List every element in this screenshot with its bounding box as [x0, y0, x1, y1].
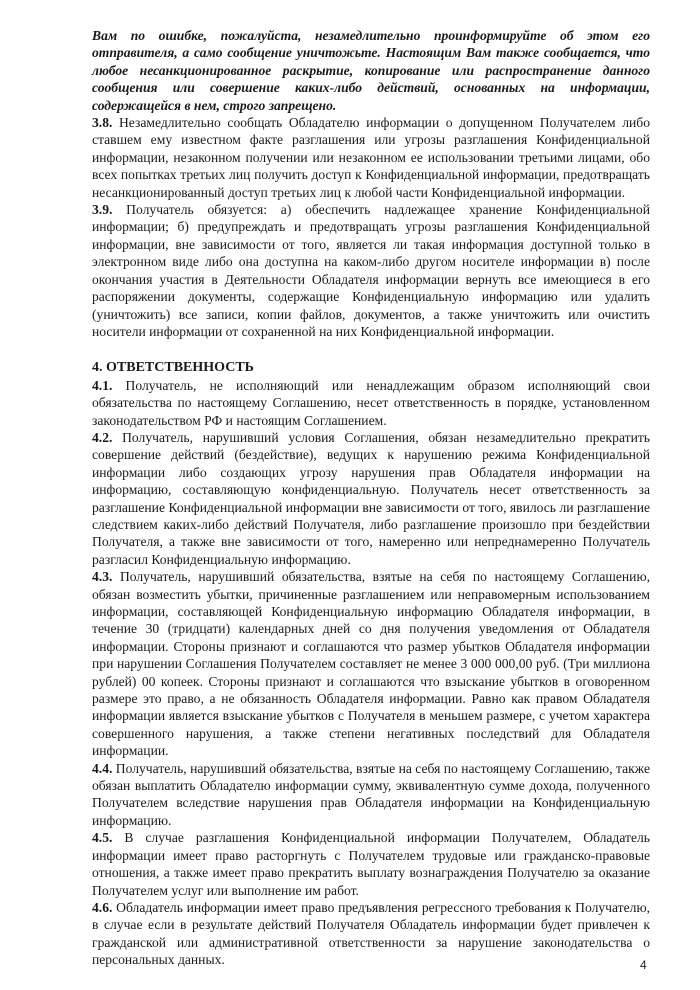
document-page — [92, 27, 650, 969]
clause-4-5 — [92, 829, 650, 899]
page-number: 4 — [640, 958, 647, 972]
clause-number: 4.3. — [92, 569, 113, 585]
clause-4-3 — [92, 568, 650, 759]
clause-4-4 — [92, 760, 650, 830]
clause-number: 3.8. — [92, 115, 113, 131]
clause-number: 3.9. — [92, 202, 113, 218]
clause-3-9 — [92, 201, 650, 340]
clause-4-1 — [92, 377, 650, 429]
clause-text: Получатель, не исполняющий или ненадлежащим образом исполняющий свои обязательства по настоящему Соглашению, несет ответственность в порядке, установленном законодательством РФ и настоящим Соглашением. — [92, 377, 650, 428]
clause-number: 4.6. — [92, 899, 113, 915]
section-heading-responsibility: 4. ОТВЕТСТВЕННОСТЬ — [92, 360, 254, 376]
clause-text: Получатель обязуется: а) обеспечить надлежащее хранение Конфиденциальной информации; б) предупреждать и предотвращать угрозы разглашения Конфиденциальной информации, вне зависимости от того, является ли такая информация доступной только в электронном виде либо она доступна на каком-либо другом носителе информации в) после окончания участия в Деятельности Обладателя информации вернуть все имеющиеся в его распоряжении документы, содержащие Конфиденциальную информацию или удалить (уничтожить) все записи, копии файлов, документов, а также уничтожить или очистить носители информации от сохраненной на них Конфиденциальной информации. — [92, 202, 650, 339]
clause-text: Обладатель информации имеет право предъявления регрессного требования к Получателю, в случае если в результате действий Получателя Обладатель информации будет привлечен к гражданской или административной ответственности за нарушение законодательства о персональных данных. — [92, 899, 650, 968]
clause-number: 4.4. — [92, 760, 113, 776]
clause-text: Получатель, нарушивший условия Соглашения, обязан незамедлительно прекратить совершение действий (бездействие), ведущих к нарушению режима Конфиденциальной информации либо создающих угрозу нарушения прав Обладателя информации на информацию, составляющую конфиденциальную. Получатель несет ответственность за разглашение Конфиденциальной информации вне зависимости от того, явилось ли разглашение следствием каких-либо действий Получателя, либо разглашение произошло при бездействии Получателя, а также вне зависимости от того, намеренно или непреднамеренно Получатель разгласил Конфиденциальную информацию. — [92, 429, 650, 567]
clause-number: 4.5. — [92, 830, 113, 846]
clause-text: Незамедлительно сообщать Обладателю информации о допущенном Получателем либо ставшем ему известном факте разглашения или угрозы разглашения Конфиденциальной информации, незаконном получении или незаконном ее использовании третьими лицами, обо всех попытках третьих лиц получить доступ к Конфиденциальной информации, предотвращать несанкционированный доступ третьих лиц к любой части Конфиденциальной информации. — [92, 115, 650, 200]
clause-number: 4.1. — [92, 377, 113, 393]
clause-text: Получатель, нарушивший обязательства, взятые на себя по настоящему Соглашению, также обязан выплатить Обладателю информации сумму, эквивалентную сумме дохода, полученного Получателем вследствие нарушения прав Обладателя информации на Конфиденциальную информацию. — [92, 760, 650, 828]
clause-text: В случае разглашения Конфиденциальной информации Получателем, Обладатель информации имеет право расторгнуть с Получателем трудовые или гражданско-правовые отношения, а также имеет право прекратить выплату вознаграждения Получателю за оказание Получателем услуг или выполнение им работ. — [92, 830, 650, 898]
clause-4-2 — [92, 429, 650, 568]
confidentiality-notice: Вам по ошибке, пожалуйста, незамедлительно проинформируйте об этом его отправителя, а само сообщение уничтожьте. Настоящим Вам также сообщается, что любое несанкционированное раскрытие, копирование или распространение данного сообщения или совершение каких-либо действий, основанных на информации, содержащейся в нем, строго запрещено. — [92, 28, 650, 113]
clause-4-6 — [92, 899, 650, 969]
clause-3-8 — [92, 114, 650, 201]
clause-text: Получатель, нарушивший обязательства, взятые на себя по настоящему Соглашению, обязан возместить убытки, причиненные разглашением или неправомерным использованием информации, составляющей Конфиденциальную информацию Обладателя информации, в течение 30 (тридцати) календарных дней со дня получения уведомления от Обладателя информации. Стороны признают и соглашаются что размер убытков Обладателя информации при нарушении Соглашения Получателем составляет не менее 3 000 000,00 руб. (Три миллиона рублей) 00 копеек. Стороны признают и соглашаются что взыскание убытков в оговоренном размере это право, а не обязанность Обладателя информации. Равно как правом Обладателя информации является взыскание убытков с Получателя в меньшем размере, с учетом характера совершенного нарушения, а также степени негативных последствий для Обладателя информации. — [92, 569, 650, 759]
clause-number: 4.2. — [92, 429, 113, 445]
